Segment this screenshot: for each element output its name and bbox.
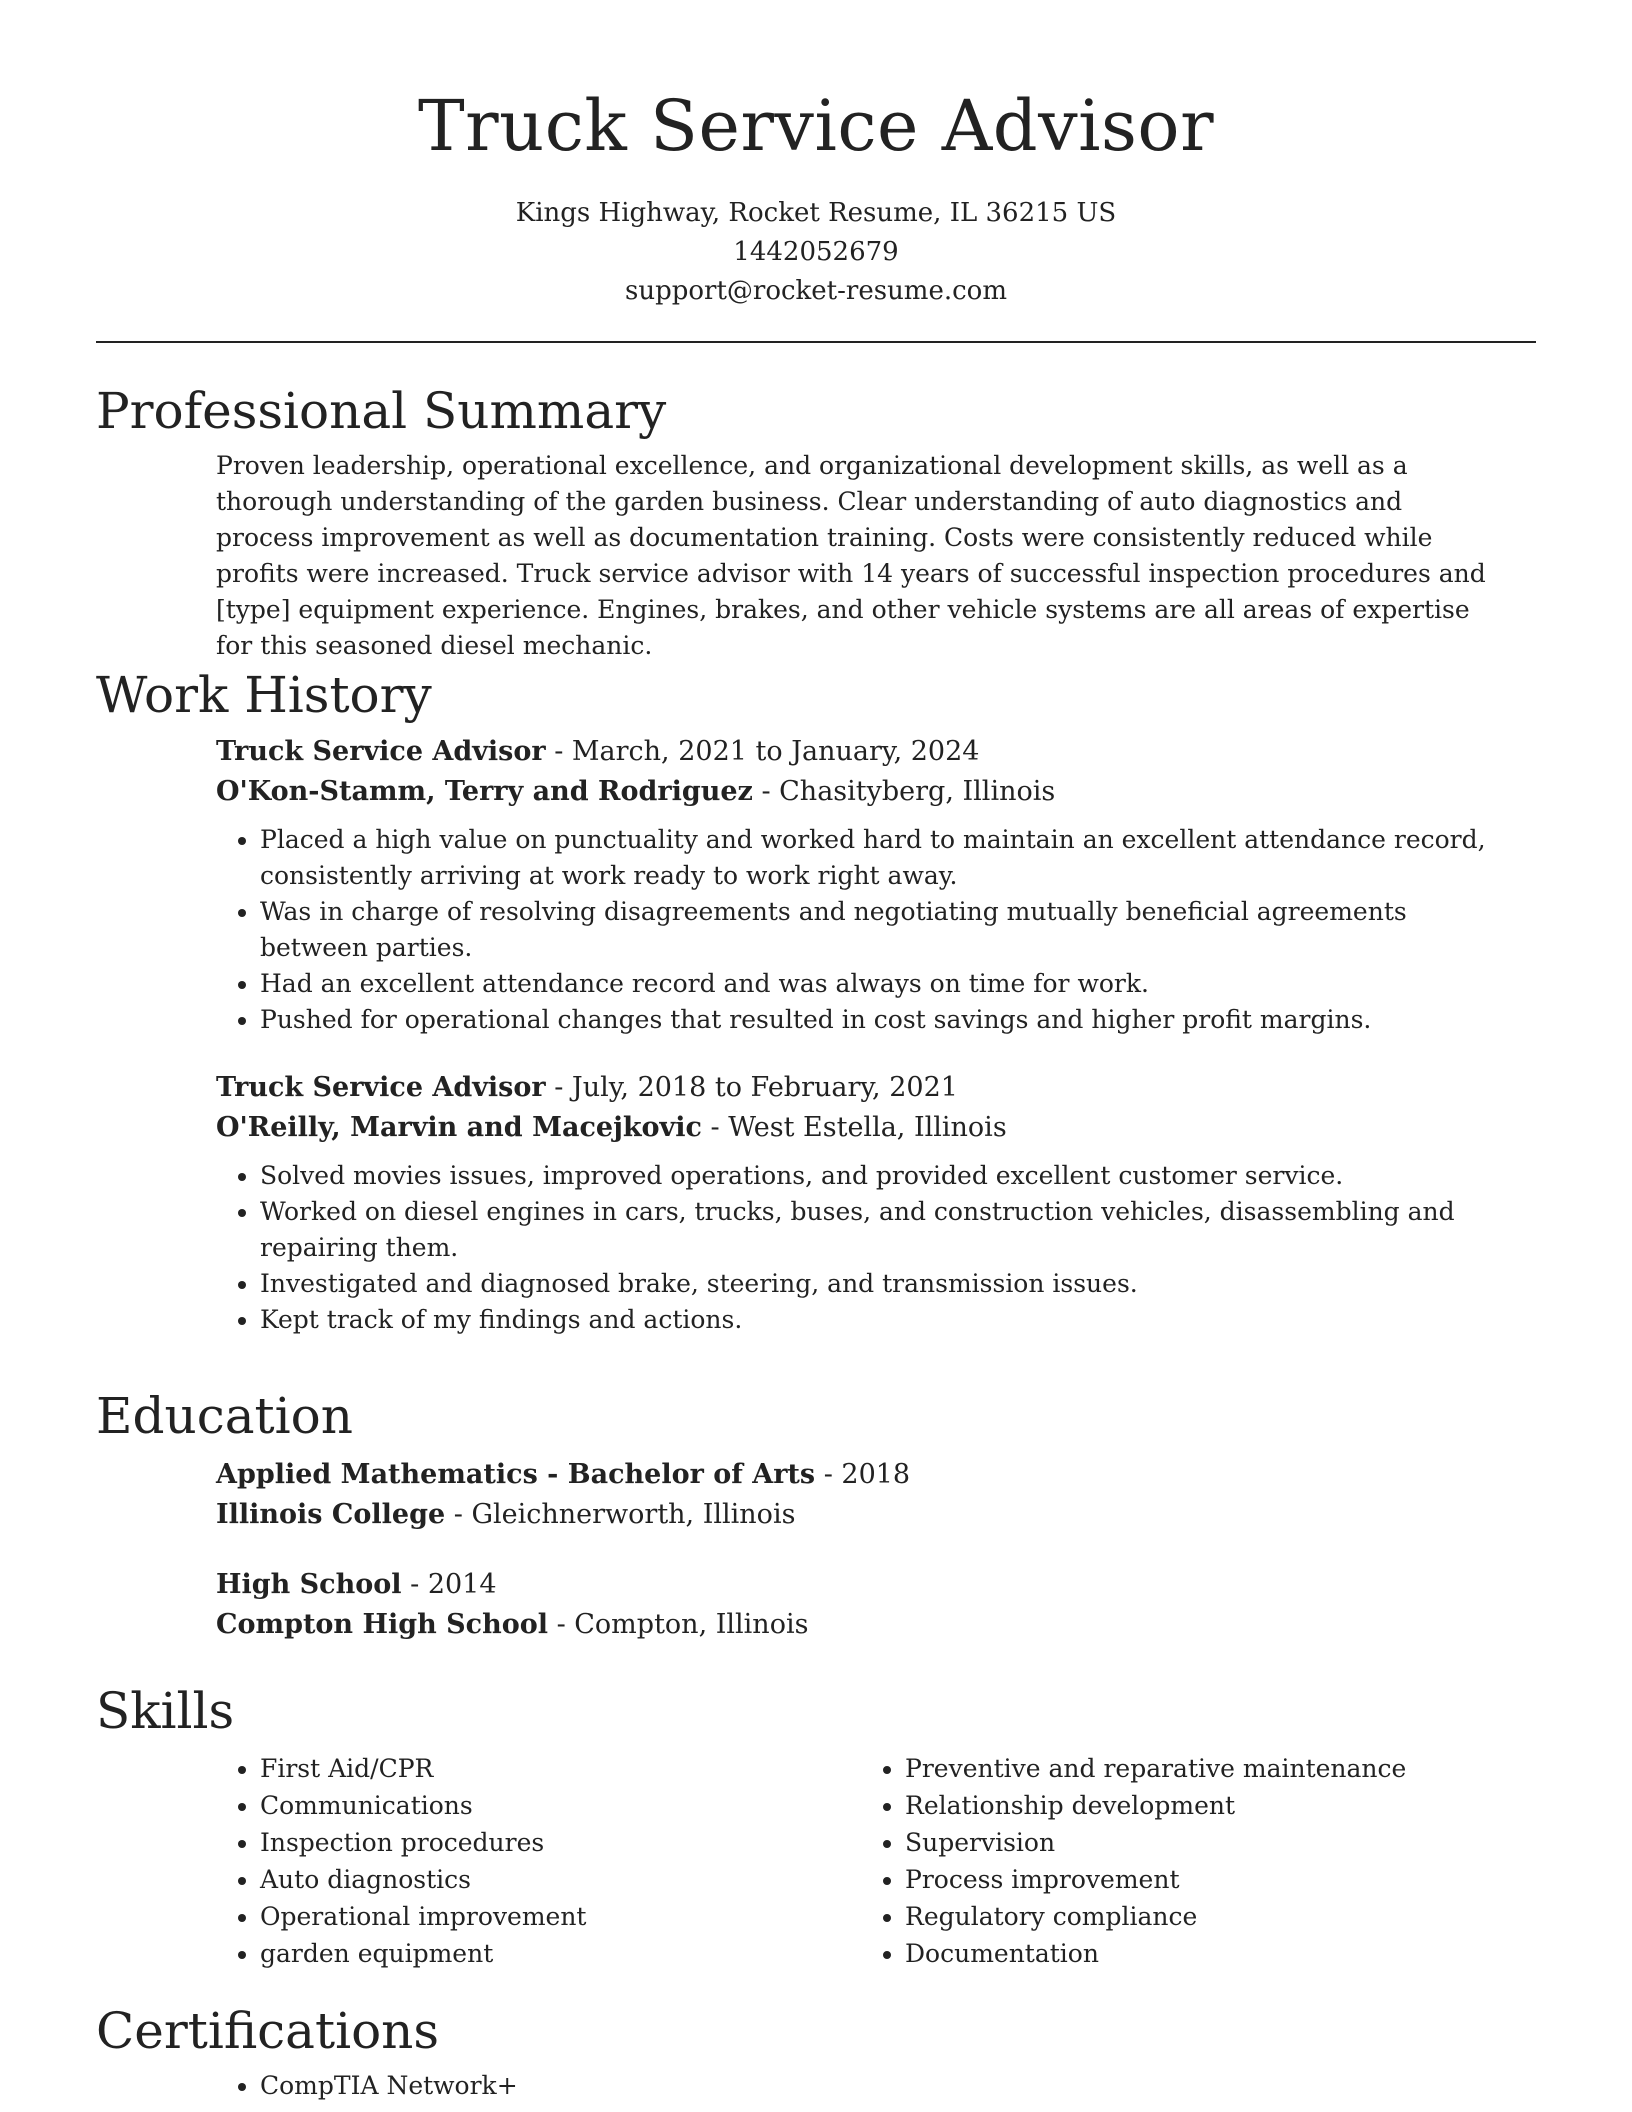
certifications-list	[216, 2068, 1506, 2104]
education-location: - Gleichnerworth, Illinois	[445, 1499, 796, 1530]
skill-item: • Supervision	[905, 1824, 1506, 1861]
education-school-line	[216, 1605, 1506, 1645]
education-year: - 2018	[815, 1459, 911, 1490]
job-bullet: • Was in charge of resolving disagreements and negotiating mutually beneficial agreements between parties.	[260, 894, 1506, 966]
contact-address: Kings Highway, Rocket Resume, IL 36215 US	[515, 198, 1117, 228]
skill-item: • Process improvement	[905, 1861, 1506, 1898]
resume-header	[0, 0, 1632, 311]
skills-list-right	[861, 1750, 1506, 1972]
job-company-line	[216, 1108, 1506, 1148]
job-bullet: • Had an excellent attendance record and was always on time for work.	[260, 966, 1506, 1002]
skill-item: • Inspection procedures	[260, 1824, 861, 1861]
skill-item: • Documentation	[905, 1935, 1506, 1972]
section-heading-summary: Professional Summary	[96, 382, 667, 440]
job-bullets	[216, 822, 1506, 1038]
job-company: O'Kon-Stamm, Terry and Rodriguez	[216, 776, 753, 807]
education-entry	[216, 1455, 1506, 1535]
education-school-line	[216, 1495, 1506, 1535]
job-location: - West Estella, Illinois	[701, 1112, 1007, 1143]
summary-text: Proven leadership, operational excellence, and organizational development skills, as well as a thorough understanding of the garden business. Clear understanding of auto diagnostics and process improvement as well as documentation training. Costs were consistently reduced while profits were increased. Truck service advisor with 14 years of successful inspection procedures and [type] equipment experience. Engines, brakes, and other vehicle systems are all areas of expertise for this seasoned diesel mechanic.	[216, 451, 1486, 660]
skill-item: • First Aid/CPR	[260, 1750, 861, 1787]
skills-list-left	[216, 1750, 861, 1972]
job-bullet: • Investigated and diagnosed brake, steering, and transmission issues.	[260, 1266, 1506, 1302]
job-location: - Chasityberg, Illinois	[752, 776, 1056, 807]
job-bullet: • Kept track of my findings and actions.	[260, 1302, 1506, 1338]
contact-email: support@rocket-resume.com	[624, 276, 1007, 306]
job-title-line	[216, 732, 1506, 772]
education-school: Compton High School	[216, 1609, 548, 1640]
job-dates: - March, 2021 to January, 2024	[545, 736, 980, 767]
job-entry	[216, 1068, 1506, 1338]
education-entry	[216, 1565, 1506, 1645]
job-title-line	[216, 1068, 1506, 1108]
section-heading-work: Work History	[96, 666, 432, 724]
header-divider	[96, 341, 1536, 343]
skills-section	[96, 1680, 1536, 1972]
summary-section	[96, 380, 1536, 664]
work-history-section	[96, 664, 1536, 1368]
job-bullet: • Pushed for operational changes that resulted in cost savings and higher profit margins.	[260, 1002, 1506, 1038]
job-title: Truck Service Advisor	[216, 736, 546, 767]
skill-item: • Auto diagnostics	[260, 1861, 861, 1898]
contact-phone: 1442052679	[733, 237, 899, 267]
education-degree-line	[216, 1565, 1506, 1605]
skills-columns	[96, 1742, 1536, 1972]
section-heading-education: Education	[96, 1387, 353, 1445]
contact-info	[0, 194, 1632, 311]
job-company-line	[216, 772, 1506, 812]
job-bullet: • Solved movies issues, improved operations, and provided excellent customer service.	[260, 1158, 1506, 1194]
education-section	[96, 1385, 1536, 1675]
education-degree: High School	[216, 1569, 402, 1600]
job-bullet: • Placed a high value on punctuality and worked hard to maintain an excellent attendance record, consistently arriving at work ready to work right away.	[260, 822, 1506, 894]
education-degree: Applied Mathematics - Bachelor of Arts	[216, 1459, 816, 1490]
job-bullets	[216, 1158, 1506, 1338]
job-company: O'Reilly, Marvin and Macejkovic	[216, 1112, 702, 1143]
candidate-name: Truck Service Advisor	[417, 85, 1215, 167]
job-title: Truck Service Advisor	[216, 1072, 546, 1103]
skill-item: • Relationship development	[905, 1787, 1506, 1824]
education-school: Illinois College	[216, 1499, 446, 1530]
skill-item: • Communications	[260, 1787, 861, 1824]
section-heading-certifications: Certifications	[96, 2002, 440, 2060]
job-dates: - July, 2018 to February, 2021	[545, 1072, 958, 1103]
skill-item: • Regulatory compliance	[905, 1898, 1506, 1935]
education-degree-line	[216, 1455, 1506, 1495]
job-entry	[216, 732, 1506, 1038]
education-location: - Compton, Illinois	[547, 1609, 809, 1640]
education-year: - 2014	[401, 1569, 497, 1600]
certification-item: • CompTIA Network+	[260, 2068, 1506, 2104]
section-heading-skills: Skills	[96, 1682, 235, 1740]
certifications-section	[96, 2000, 1536, 2104]
skill-item: • Operational improvement	[260, 1898, 861, 1935]
skill-item: • garden equipment	[260, 1935, 861, 1972]
skill-item: • Preventive and reparative maintenance	[905, 1750, 1506, 1787]
job-bullet: • Worked on diesel engines in cars, trucks, buses, and construction vehicles, disassembling and repairing them.	[260, 1194, 1506, 1266]
